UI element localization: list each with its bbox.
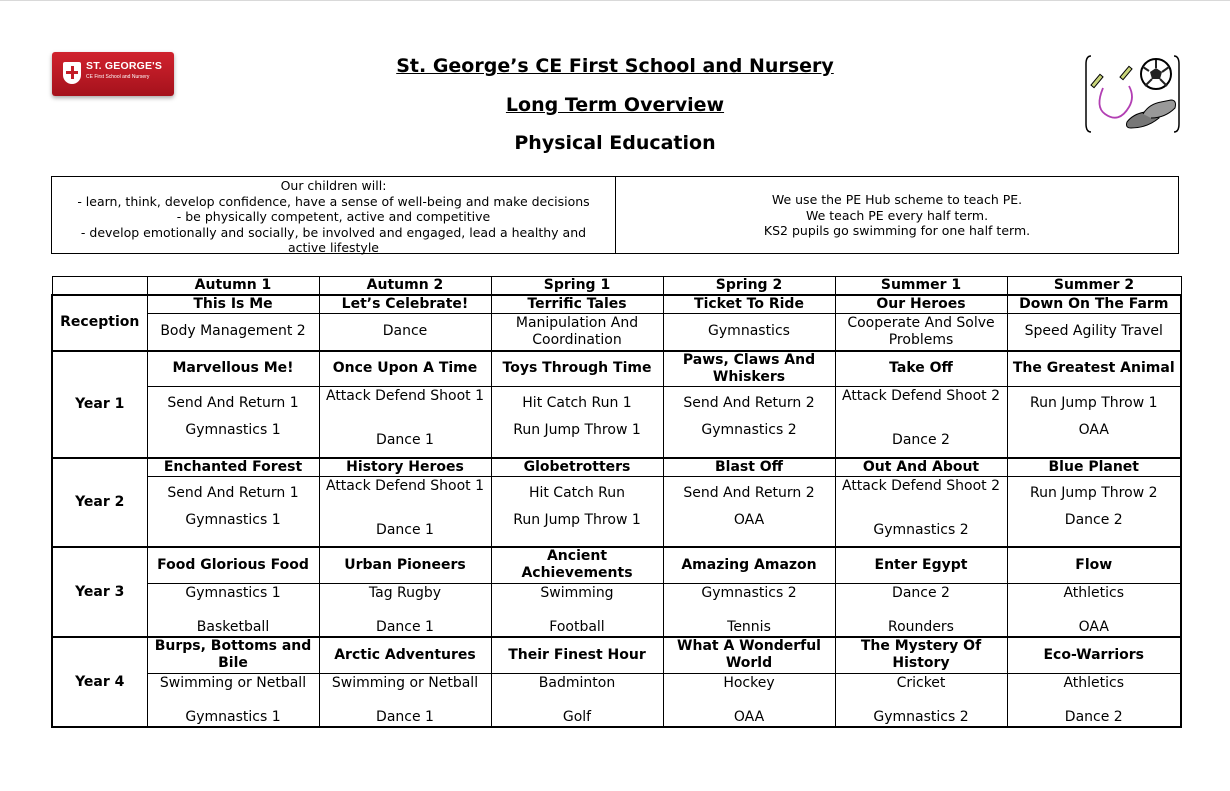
activity-1: Swimming or Netball [159, 674, 307, 691]
activity-2: Run Jump Throw 1 [513, 422, 641, 438]
activity-cell [835, 387, 1007, 458]
activity-2: Golf [562, 708, 592, 725]
activity-1: Hockey [723, 674, 775, 691]
term-header: Summer 1 [835, 277, 1007, 296]
theme-row [52, 637, 1181, 673]
activity-cell: Manipulation And Coordination [491, 314, 663, 351]
theme-cell: Burps, Bottoms and Bile [147, 637, 319, 673]
term-header: Summer 2 [1007, 277, 1181, 296]
activity-cell [491, 673, 663, 727]
activity-1: Dance 2 [892, 584, 950, 601]
aims-line: Our children will: [280, 178, 387, 193]
activity-2: Gymnastics 2 [873, 708, 969, 725]
logo-name: ST. GEORGE'S [86, 60, 163, 72]
activity-cell [663, 673, 835, 727]
activity-cell [147, 476, 319, 547]
activity-1: Send And Return 1 [167, 484, 299, 501]
theme-row [52, 295, 1181, 314]
activity-cell [491, 476, 663, 547]
activity-2: OAA [733, 511, 765, 528]
subject-title: Physical Education [514, 132, 716, 154]
year-label: Year 3 [52, 547, 147, 637]
activity-1: Send And Return 2 [683, 484, 815, 501]
theme-cell: History Heroes [319, 458, 491, 477]
activity-cell [147, 673, 319, 727]
activity-1: Attack Defend Shoot 1 [325, 477, 485, 494]
activity-1: Athletics [1063, 674, 1125, 691]
theme-cell: Once Upon A Time [319, 351, 491, 387]
theme-cell: Enchanted Forest [147, 458, 319, 477]
scheme-column [616, 177, 1178, 253]
activity-2: Rounders [888, 618, 954, 635]
year-label: Year 2 [52, 458, 147, 548]
theme-cell: Blue Planet [1007, 458, 1181, 477]
activity-cell: Cooperate And Solve Problems [835, 314, 1007, 351]
year-label: Year 1 [52, 351, 147, 458]
theme-row [52, 351, 1181, 387]
theme-cell: Let’s Celebrate! [319, 295, 491, 314]
theme-cell: Our Heroes [835, 295, 1007, 314]
activity-cell [147, 387, 319, 458]
term-header: Spring 1 [491, 277, 663, 296]
activity-cell [319, 583, 491, 637]
activity-2: Dance 2 [1064, 511, 1123, 528]
school-title: St. George’s CE First School and Nursery [396, 55, 834, 77]
activity-cell [491, 583, 663, 637]
activity-row [52, 476, 1181, 547]
scheme-line: We teach PE every half term. [805, 207, 989, 223]
theme-cell: Paws, Claws And Whiskers [663, 351, 835, 387]
activity-cell [147, 583, 319, 637]
aims-line: - be physically competent, active and competitive [176, 209, 491, 225]
activity-1: Attack Defend Shoot 2 [841, 477, 1001, 494]
overview-title: Long Term Overview [505, 94, 725, 116]
theme-cell: Blast Off [663, 458, 835, 477]
activity-cell: Gymnastics [663, 314, 835, 351]
activity-2: OAA [1078, 618, 1109, 635]
activity-cell: Speed Agility Travel [1007, 314, 1181, 351]
activity-cell [835, 583, 1007, 637]
theme-cell: Ancient Achievements [491, 547, 663, 583]
activity-1: Send And Return 1 [167, 395, 299, 411]
theme-cell: Eco-Warriors [1007, 637, 1181, 673]
theme-row [52, 547, 1181, 583]
activity-cell: Dance [319, 314, 491, 351]
theme-cell: Their Finest Hour [491, 637, 663, 673]
activity-1: Athletics [1063, 584, 1125, 601]
activity-2: Gymnastics 1 [185, 511, 281, 528]
logo-subtitle: CE First School and Nursery [86, 74, 150, 80]
theme-cell: Take Off [835, 351, 1007, 387]
activity-cell [1007, 583, 1181, 637]
activity-cell [1007, 387, 1181, 458]
theme-cell: Amazing Amazon [663, 547, 835, 583]
term-header: Autumn 2 [319, 277, 491, 296]
term-header-row [52, 277, 1181, 296]
activity-1: Badminton [538, 674, 616, 691]
theme-cell: Down On The Farm [1007, 295, 1181, 314]
activity-1: Send And Return 2 [683, 395, 815, 411]
activity-cell: Body Management 2 [147, 314, 319, 351]
theme-cell: Terrific Tales [491, 295, 663, 314]
scheme-line: KS2 pupils go swimming for one half term. [763, 223, 1031, 239]
activity-2: Dance 2 [1064, 708, 1123, 725]
activity-1: Hit Catch Run 1 [522, 395, 632, 411]
theme-cell: This Is Me [147, 295, 319, 314]
activity-1: Run Jump Throw 2 [1029, 484, 1158, 501]
activity-2: Basketball [196, 618, 270, 635]
theme-cell: What A Wonderful World [663, 637, 835, 673]
activity-2: Dance 1 [376, 618, 434, 635]
activity-2: Dance 1 [376, 521, 434, 538]
activity-cell [663, 583, 835, 637]
activity-1: Run Jump Throw 1 [1029, 395, 1158, 411]
theme-cell: Ticket To Ride [663, 295, 835, 314]
theme-cell: The Greatest Animal [1007, 351, 1181, 387]
activity-cell [1007, 476, 1181, 547]
aims-line: - develop emotionally and socially, be involved and engaged, lead a healthy and [80, 224, 587, 240]
theme-cell: Toys Through Time [491, 351, 663, 387]
activity-2: Gymnastics 1 [185, 422, 281, 438]
overview-table [51, 276, 1182, 728]
activity-2: Run Jump Throw 1 [513, 511, 641, 528]
theme-cell: Arctic Adventures [319, 637, 491, 673]
theme-cell: Food Glorious Food [147, 547, 319, 583]
activity-2: Dance 1 [376, 432, 434, 448]
aims-column [52, 177, 616, 256]
aims-line: active lifestyle [288, 240, 379, 256]
year-label: Year 4 [52, 637, 147, 727]
top-border-line [0, 0, 1230, 1]
activity-2: Gymnastics 1 [185, 708, 281, 725]
activity-1: Tag Rugby [368, 584, 442, 601]
activity-row [52, 583, 1181, 637]
activity-cell [319, 387, 491, 458]
theme-cell: Out And About [835, 458, 1007, 477]
activity-row [52, 387, 1181, 458]
theme-cell: Globetrotters [491, 458, 663, 477]
activity-1: Gymnastics 2 [701, 584, 797, 601]
term-header: Spring 2 [663, 277, 835, 296]
activity-2: Dance 2 [892, 432, 950, 448]
activity-row [52, 314, 1181, 351]
activity-cell [319, 673, 491, 727]
theme-cell: The Mystery Of History [835, 637, 1007, 673]
activity-cell [663, 387, 835, 458]
activity-cell [1007, 673, 1181, 727]
aims-line: - learn, think, develop confidence, have a sense of well-being and make decisions [77, 193, 590, 209]
scheme-line: We use the PE Hub scheme to teach PE. [771, 192, 1023, 208]
year-label: Reception [52, 295, 147, 351]
term-header: Autumn 1 [147, 277, 319, 296]
intro-box [51, 176, 1179, 254]
activity-2: Gymnastics 2 [701, 422, 797, 438]
activity-1: Gymnastics 1 [185, 584, 281, 601]
activity-2: Dance 1 [376, 708, 434, 725]
activity-cell [663, 476, 835, 547]
theme-cell: Flow [1007, 547, 1181, 583]
theme-cell: Marvellous Me! [147, 351, 319, 387]
activity-row [52, 673, 1181, 727]
activity-1: Hit Catch Run [528, 484, 626, 501]
activity-2: Football [549, 618, 605, 635]
activity-1: Swimming or Netball [331, 674, 479, 691]
activity-cell [319, 476, 491, 547]
activity-cell [491, 387, 663, 458]
activity-2: OAA [1078, 422, 1109, 438]
activity-1: Attack Defend Shoot 2 [841, 388, 1001, 404]
corner-cell [52, 277, 147, 296]
activity-2: Tennis [727, 618, 771, 635]
activity-2: OAA [733, 708, 765, 725]
activity-2: Gymnastics 2 [873, 521, 969, 538]
theme-cell: Urban Pioneers [319, 547, 491, 583]
activity-cell [835, 673, 1007, 727]
activity-1: Swimming [540, 584, 614, 601]
theme-row [52, 458, 1181, 477]
activity-1: Attack Defend Shoot 1 [325, 388, 485, 404]
activity-1: Cricket [896, 674, 946, 691]
theme-cell: Enter Egypt [835, 547, 1007, 583]
activity-cell [835, 476, 1007, 547]
